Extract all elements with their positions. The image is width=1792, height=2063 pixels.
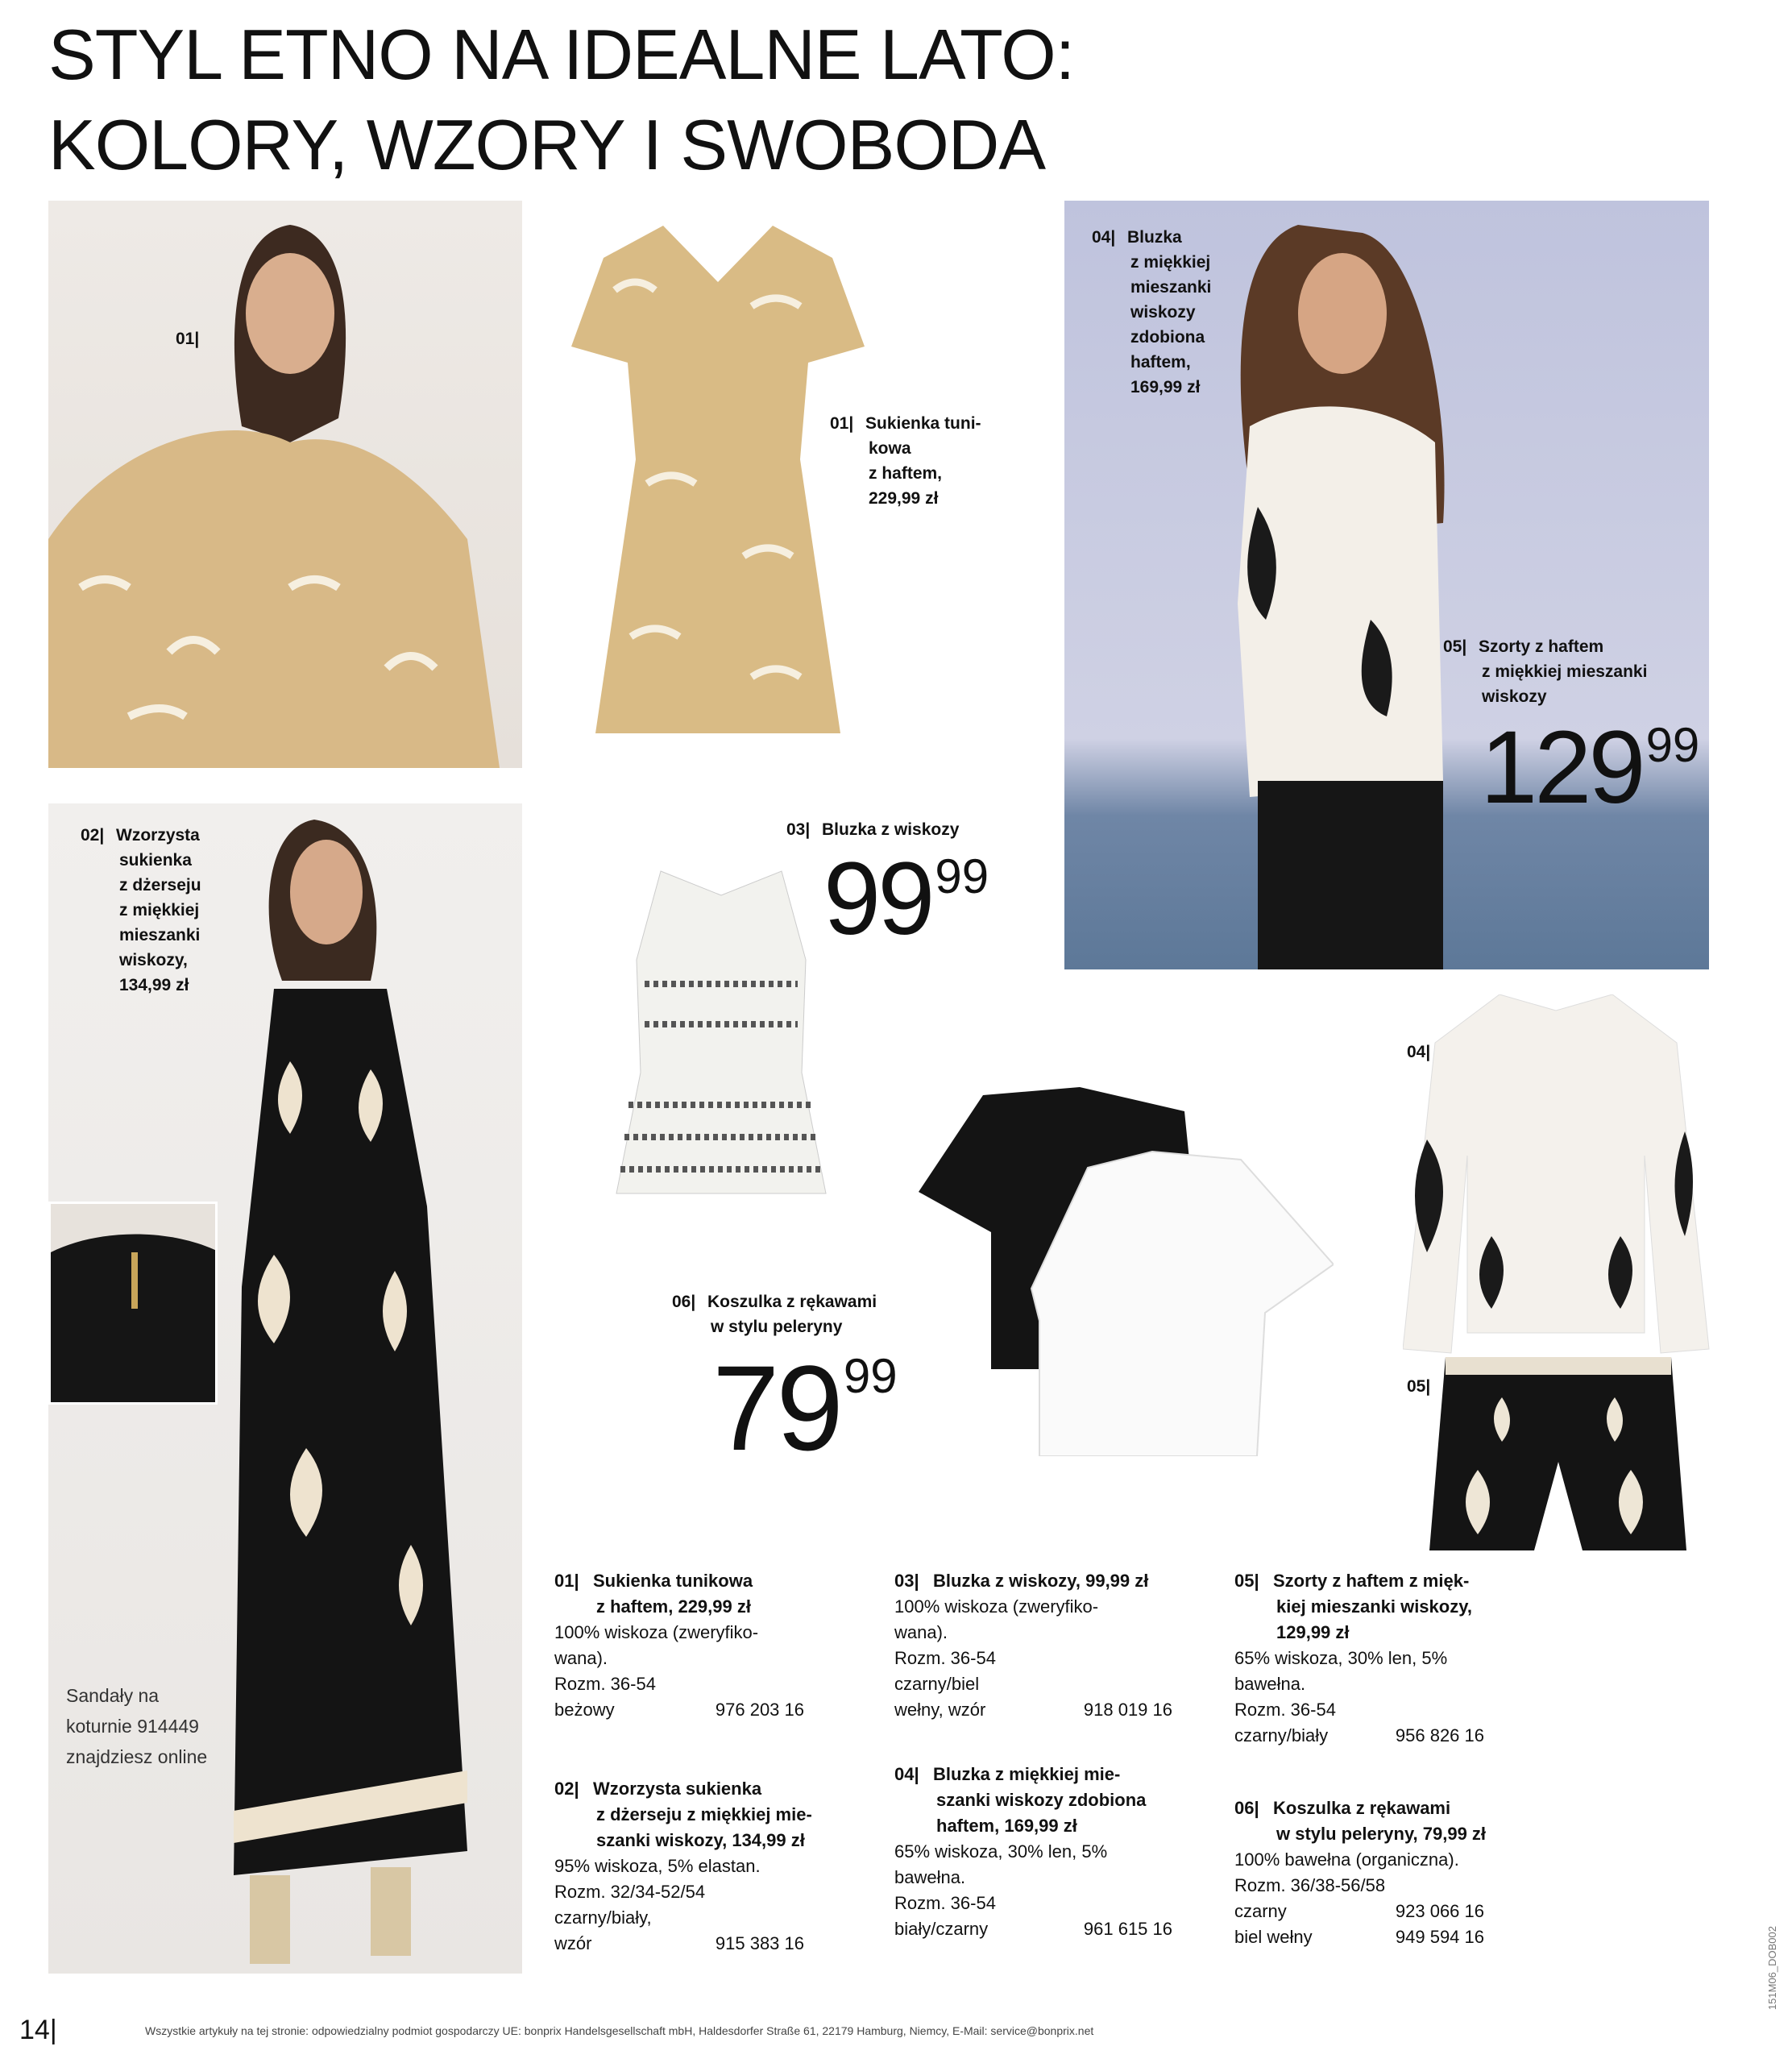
note-line: Sandały na <box>66 1685 160 1706</box>
detail-text: wana). <box>554 1648 608 1668</box>
product-details-06 <box>1234 1795 1557 1950</box>
detail-heading: Sukienka tunikowa <box>593 1571 753 1591</box>
detail-number: 06| <box>1234 1798 1259 1818</box>
blouse-illustration <box>612 863 830 1199</box>
label-line: w stylu peleryny <box>711 1318 843 1336</box>
label-line: mieszanki <box>1130 278 1212 297</box>
product-image-cape-tshirts <box>919 1087 1334 1456</box>
label-line: Szorty z haftem <box>1479 637 1604 656</box>
note-line: koturnie 914449 <box>66 1716 199 1737</box>
product-image-tunic-dress <box>566 218 869 745</box>
blouse-illustration <box>1403 994 1712 1357</box>
order-number: 976 203 16 <box>715 1700 804 1720</box>
detail-text: 65% wiskoza, 30% len, 5% <box>1234 1648 1448 1668</box>
detail-text: Rozm. 36-54 <box>1234 1700 1336 1720</box>
detail-variant-row <box>1234 1924 1484 1950</box>
label-number: 02| <box>81 826 105 845</box>
price-cents: 99 <box>843 1349 898 1403</box>
detail-heading: z dżerseju z miękkiej mie- <box>596 1804 812 1824</box>
order-number: 923 066 16 <box>1395 1901 1484 1921</box>
variant-color: beżowy <box>554 1700 615 1720</box>
price-cents: 99 <box>935 849 989 903</box>
legal-footer: Wszystkie artykuły na tej stronie: odpowiedzialny podmiot gospodarczy UE: bonprix Handelsgesellschaft mbH, Haldesdorfer Straße 61, 22179 Hamburg, Niemcy, E-Mail: service@bonprix.net <box>145 2024 1094 2037</box>
photo-label-01-product <box>830 411 981 511</box>
detail-text: wana). <box>894 1622 948 1642</box>
product-image-viscose-blouse <box>612 863 830 1199</box>
detail-heading: haftem, 169,99 zł <box>936 1816 1077 1836</box>
label-line: z dżerseju <box>119 876 201 895</box>
detail-text: 100% bawełna (organiczna). <box>1234 1849 1459 1870</box>
product-details-02 <box>554 1776 877 1957</box>
variant-color: czarny/biały <box>1234 1725 1329 1745</box>
label-line: Bluzka <box>1127 228 1182 247</box>
detail-variant-row <box>894 1916 1172 1942</box>
detail-text: Rozm. 36/38-56/58 <box>1234 1875 1386 1895</box>
photo-label-05-product: 05| <box>1407 1377 1431 1396</box>
detail-heading: Bluzka z wiskozy, 99,99 zł <box>933 1571 1149 1591</box>
label-number: 06| <box>672 1293 696 1311</box>
order-number: 961 615 16 <box>1083 1919 1172 1939</box>
label-line: z miękkiej mieszanki <box>1482 662 1648 681</box>
shorts-illustration <box>1429 1357 1686 1555</box>
back-detail-inset <box>48 1202 218 1405</box>
title-line-1: STYL ETNO NA IDEALNE LATO: <box>48 15 1075 94</box>
label-line: haftem, <box>1130 353 1191 372</box>
detail-variant-row <box>554 1697 804 1723</box>
detail-number: 01| <box>554 1571 579 1591</box>
detail-variant-row <box>1234 1899 1484 1924</box>
label-number: 04| <box>1092 228 1116 247</box>
label-line: z haftem, <box>869 464 943 483</box>
photo-label-05 <box>1443 634 1647 709</box>
label-line: kowa <box>869 439 911 458</box>
detail-heading: kiej mieszanki wiskozy, <box>1276 1596 1472 1617</box>
order-number: 918 019 16 <box>1083 1700 1172 1720</box>
label-line: wiskozy <box>1130 303 1196 322</box>
detail-heading: Szorty z haftem z mięk- <box>1273 1571 1470 1591</box>
price-main: 99 <box>823 841 932 957</box>
note-line: znajdziesz online <box>66 1746 208 1767</box>
detail-heading: szanki wiskozy zdobiona <box>936 1790 1147 1810</box>
label-line: z miękkiej <box>119 901 200 919</box>
product-image-embroidered-blouse <box>1403 994 1712 1357</box>
detail-text: Rozm. 32/34-52/54 <box>554 1882 706 1902</box>
label-line: 169,99 zł <box>1130 378 1201 396</box>
variant-color: wzór <box>554 1933 592 1953</box>
photo-label-01: 01| <box>176 330 200 348</box>
detail-heading: Koszulka z rękawami <box>1273 1798 1451 1818</box>
detail-text: Rozm. 36-54 <box>554 1674 656 1694</box>
price-main: 129 <box>1480 710 1643 825</box>
detail-text: 100% wiskoza (zweryfiko- <box>894 1596 1099 1617</box>
detail-variant-row <box>1234 1723 1484 1749</box>
label-line: z miękkiej <box>1130 253 1211 272</box>
photo-label-02 <box>81 823 201 998</box>
label-line: Sukienka tuni- <box>865 414 981 433</box>
detail-text: 65% wiskoza, 30% len, 5% <box>894 1841 1108 1862</box>
label-number: 05| <box>1443 637 1467 656</box>
product-image-embroidered-shorts <box>1429 1357 1686 1555</box>
detail-text: 95% wiskoza, 5% elastan. <box>554 1856 761 1876</box>
detail-text: Rozm. 36-54 <box>894 1893 996 1913</box>
price-main: 79 <box>712 1340 840 1476</box>
order-number: 956 826 16 <box>1395 1725 1484 1745</box>
label-line: wiskozy, <box>119 951 188 969</box>
product-details-03 <box>894 1568 1217 1723</box>
detail-heading: Wzorzysta sukienka <box>593 1779 762 1799</box>
model-illustration <box>48 201 522 768</box>
title-line-2: KOLORY, WZORY I SWOBODA <box>48 105 1046 185</box>
print-code: 151M06_DOB002 <box>1766 1926 1778 2011</box>
detail-variant-row <box>554 1931 804 1957</box>
detail-heading: z haftem, 229,99 zł <box>596 1596 751 1617</box>
variant-color: czarny <box>1234 1901 1287 1921</box>
label-line: Bluzka z wiskozy <box>822 820 960 839</box>
model-photo-beige-dress <box>48 201 522 768</box>
model-photo-black-dress <box>48 803 522 1974</box>
detail-number: 03| <box>894 1571 919 1591</box>
price-cents: 99 <box>1645 718 1700 772</box>
detail-heading: szanki wiskozy, 134,99 zł <box>596 1830 805 1850</box>
variant-color: biel wełny <box>1234 1927 1313 1947</box>
detail-number: 02| <box>554 1779 579 1799</box>
label-line: Koszulka z rękawami <box>707 1293 877 1311</box>
label-line: wiskozy <box>1482 687 1547 706</box>
detail-text: czarny/biel <box>894 1674 980 1694</box>
variant-color: wełny, wzór <box>894 1700 986 1720</box>
detail-number: 05| <box>1234 1571 1259 1591</box>
product-details-04 <box>894 1762 1217 1942</box>
label-line: 134,99 zł <box>119 976 189 994</box>
product-details-05 <box>1234 1568 1557 1749</box>
photo-label-06 <box>672 1289 877 1339</box>
page-number: 14| <box>19 2015 57 2045</box>
inset-illustration <box>51 1204 218 1405</box>
label-line: sukienka <box>119 851 192 870</box>
sandals-note <box>66 1680 207 1772</box>
price-03 <box>823 841 989 957</box>
label-number: 03| <box>786 820 811 839</box>
variant-color: biały/czarny <box>894 1919 989 1939</box>
detail-heading: 129,99 zł <box>1276 1622 1350 1642</box>
order-number: 949 594 16 <box>1395 1927 1484 1947</box>
photo-label-03 <box>786 817 959 842</box>
photo-label-04-product: 04| <box>1407 1043 1431 1061</box>
detail-text: bawełna. <box>894 1867 966 1887</box>
order-number: 915 383 16 <box>715 1933 804 1953</box>
detail-text: czarny/biały, <box>554 1907 652 1928</box>
price-06 <box>712 1340 898 1476</box>
photo-label-04 <box>1092 225 1211 400</box>
detail-text: Rozm. 36-54 <box>894 1648 996 1668</box>
detail-text: bawełna. <box>1234 1674 1306 1694</box>
model-photo-sea-blouse <box>1064 201 1709 969</box>
label-number: 01| <box>830 414 854 433</box>
label-line: 229,99 zł <box>869 489 939 508</box>
price-05 <box>1480 710 1700 825</box>
page-title <box>48 10 1074 190</box>
detail-variant-row <box>894 1697 1172 1723</box>
detail-heading: w stylu peleryny, 79,99 zł <box>1276 1824 1487 1844</box>
label-line: mieszanki <box>119 926 201 944</box>
product-details-01 <box>554 1568 877 1723</box>
detail-text: 100% wiskoza (zweryfiko- <box>554 1622 759 1642</box>
detail-number: 04| <box>894 1764 919 1784</box>
label-line: Wzorzysta <box>116 826 200 845</box>
dress-illustration <box>566 218 869 745</box>
label-line: zdobiona <box>1130 328 1205 347</box>
tshirts-illustration <box>919 1087 1334 1456</box>
detail-heading: Bluzka z miękkiej mie- <box>933 1764 1121 1784</box>
